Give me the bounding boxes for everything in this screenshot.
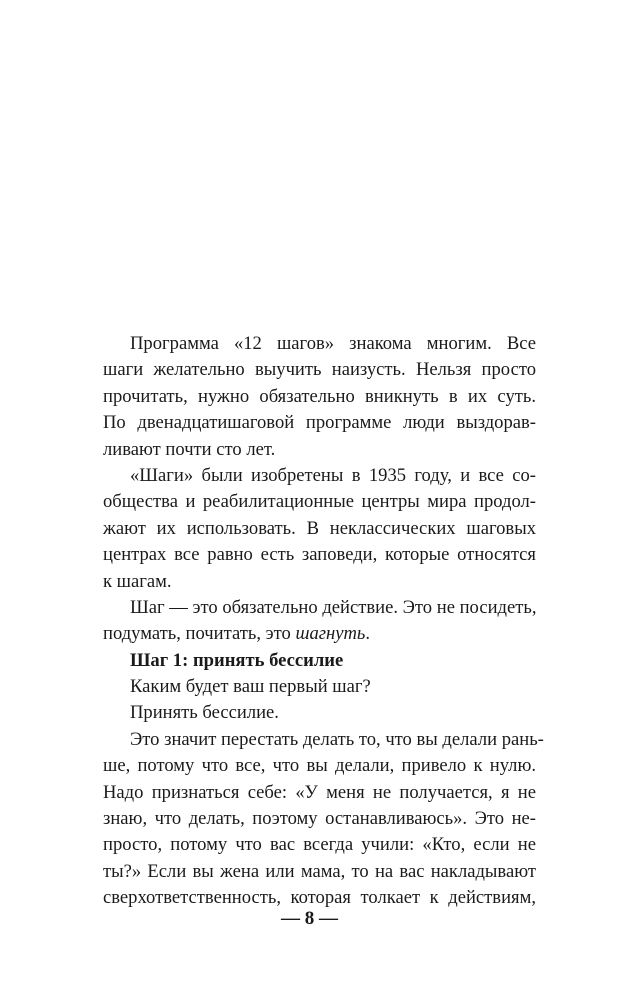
paragraph-line: прочитать, нужно обязательно вникнуть в их суть. — [103, 385, 536, 407]
paragraph-line: ты?» Если вы жена или мама, то на вас накладывают — [103, 860, 536, 882]
paragraph-line: центрах все равно есть заповеди, которые относятся — [103, 544, 536, 566]
paragraph-line: Шаг — это обязательно действие. Это не посидеть, — [130, 596, 537, 618]
paragraph-line: По двенадцатишаговой программе люди выздорав- — [103, 412, 536, 434]
paragraph-text: подумать, почитать, это — [103, 623, 296, 645]
page-text-block — [103, 331, 544, 912]
paragraph-text: . — [365, 623, 371, 645]
paragraph-line: жают их использовать. В неклассических шаговых — [103, 517, 536, 539]
paragraph-line: «Шаги» были изобретены в 1935 году, и все со- — [130, 464, 536, 486]
paragraph-line: к шагам. — [103, 570, 172, 592]
paragraph-line: ше, потому что все, что вы делали, привело к нулю. — [103, 755, 536, 777]
paragraph-line: Каким будет ваш первый шаг? — [130, 676, 371, 698]
paragraph-line: Это значит перестать делать то, что вы делали рань- — [130, 728, 544, 750]
page-number: — 8 — — [281, 908, 338, 929]
paragraph-line-mixed — [103, 621, 536, 647]
paragraph-line: Надо признаться себе: «У меня не получается, я не — [103, 781, 536, 803]
emphasis-text: шагнуть — [295, 623, 366, 645]
paragraph-line: общества и реабилитационные центры мира продол- — [103, 491, 536, 513]
section-heading: Шаг 1: принять бессилие — [130, 649, 344, 671]
paragraph-line: просто, потому что вас всегда учили: «Кто, если не — [103, 834, 536, 856]
paragraph-line: Принять бессилие. — [130, 702, 279, 724]
paragraph-line: ливают почти сто лет. — [103, 438, 276, 460]
paragraph-line: знаю, что делать, поэтому останавливаюсь». Это не- — [103, 808, 536, 830]
paragraph-line: сверхответственность, которая толкает к действиям, — [103, 887, 536, 909]
paragraph-line: шаги желательно выучить наизусть. Нельзя просто — [103, 359, 536, 381]
paragraph-line: Программа «12 шагов» знакома многим. Все — [130, 333, 536, 354]
